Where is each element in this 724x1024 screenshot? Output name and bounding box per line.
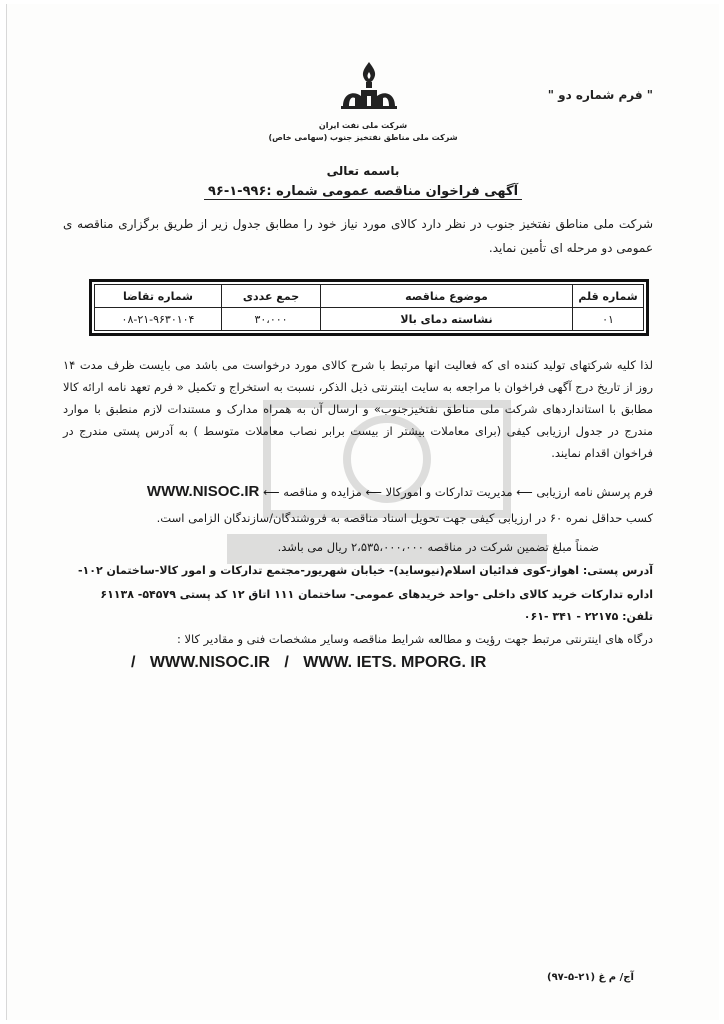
form-path-line (53, 483, 653, 501)
tender-table-frame (89, 279, 649, 336)
form-number-label: " فرم شماره دو " (547, 88, 653, 102)
col-request-number: شماره تقاضا (95, 285, 222, 308)
postal-address-line2: اداره تدارکات خرید کالای داخلی -واحد خریدهای عمومی- ساختمان ۱۱۱ اتاق ۱۲ کد پستی ۵۴۵۷۹- ۶۱۱۳۸ (100, 588, 653, 601)
table-row (95, 308, 644, 331)
bismillah-heading: باسمه تعالی (326, 164, 400, 178)
link-separator: / (284, 654, 289, 671)
portal-links (131, 654, 531, 672)
portals-intro-line: درگاه های اینترنتی مرتبط جهت رؤیت و مطالعه شرایط مناقصه وسایر مشخصات فنی و مقادیر کالا : (176, 632, 653, 646)
iets-portal-link[interactable]: WWW. IETS. MPORG. IR (303, 654, 487, 671)
arrow-icon: ⟵ (263, 485, 280, 499)
guarantee-line: ضمناً مبلغ تضمین شرکت در مناقصه ۲،۵۳۵،۰۰۰،۰۰۰ ریال می باشد. (277, 540, 599, 554)
phone-line: تلفن: ۲۲۱۷۵ - ۳۴۱ -۰۶۱ (523, 610, 653, 623)
postal-address-line1: آدرس پستی: اهواز-کوی فدائیان اسلام(نیوساید)- خیابان شهریور-مجتمع تدارکات و امور کالا-ساختمان ۱۰۲- (77, 564, 653, 577)
form-path-prefix: فرم پرسش نامه ارزیابی (536, 485, 653, 499)
footer-reference-code: آ‌ج/ م غ (۲۱-۵-۹۷) (547, 972, 634, 983)
nisoc-site-link[interactable]: WWW.NISOC.IR (146, 483, 260, 500)
tender-title (7, 184, 719, 199)
col-subject: موضوع مناقصه (321, 285, 573, 308)
cell-subject: نشاسته دمای بالا (321, 308, 573, 331)
arrow-icon: ⟵ (516, 485, 533, 499)
nisoc-portal-link[interactable]: WWW.NISOC.IR (149, 654, 270, 671)
document-page (6, 4, 719, 1020)
col-quantity: جمع عددی (222, 285, 321, 308)
company-name-nioc: شرکت ملی نفت ایران (318, 121, 408, 130)
form-path-step1: مدیریت تدارکات و امورکالا (385, 485, 513, 499)
company-name-nisoc: شرکت ملی مناطق نفتخیز جنوب (سهامی خاص) (268, 133, 458, 142)
arrow-icon: ⟵ (365, 485, 382, 499)
min-score-line: کسب حداقل نمره ۶۰ در ارزیابی کیفی جهت تحویل اسناد مناقصه به فروشندگان/سازندگان الزامی است. (156, 511, 653, 525)
form-path-step2: مزایده و مناقصه (283, 485, 362, 499)
nioc-logo (337, 60, 401, 114)
link-separator: / (131, 654, 136, 671)
instructions-paragraph: لذا کلیه شرکتهای تولید کننده ای که فعالیت انها مرتبط با شرح کالای مورد درخواست می باشد می بایست ظرف مدت ۱۴ روز از تاریخ درج آگهی فراخوان با مراجعه به سایت اینترنتی ذیل الذکر، نسبت به استخراج و تکمیل « فرم تعهد نامه ارائه کالا مطابق با استانداردهای شرکت ملی مناطق نفتخیزجنوب» و ارسال آن به همراه مدارک و مستندات لازم منطبق با موارد مندرج در جدول ارزیابی کیفی (برای معاملات بیشتر از بیست برابر نصاب معاملات متوسط ) به آدرس پستی مندرج در فراخوان اقدام نمایند. (63, 358, 653, 460)
cell-quantity: ۳۰،۰۰۰ (222, 308, 321, 331)
tender-title-text: آگهی فراخوان مناقصه عمومی شماره :۹۹۶-۱-۹۶ (204, 184, 522, 200)
tender-table (94, 284, 644, 331)
cell-item-number: ۰۱ (573, 308, 644, 331)
intro-paragraph: شرکت ملی مناطق نفتخیز جنوب در نظر دارد کالای مورد نیاز خود را مطابق جدول زیر از طریق برگزاری مناقصه ی عمومی دو مرحله ای تأمین نماید. (63, 217, 653, 255)
col-item-number: شماره قلم (573, 285, 644, 308)
cell-request-number: ۰۸-۲۱-۹۶۳۰۱۰۴ (95, 308, 222, 331)
table-header-row (95, 285, 644, 308)
